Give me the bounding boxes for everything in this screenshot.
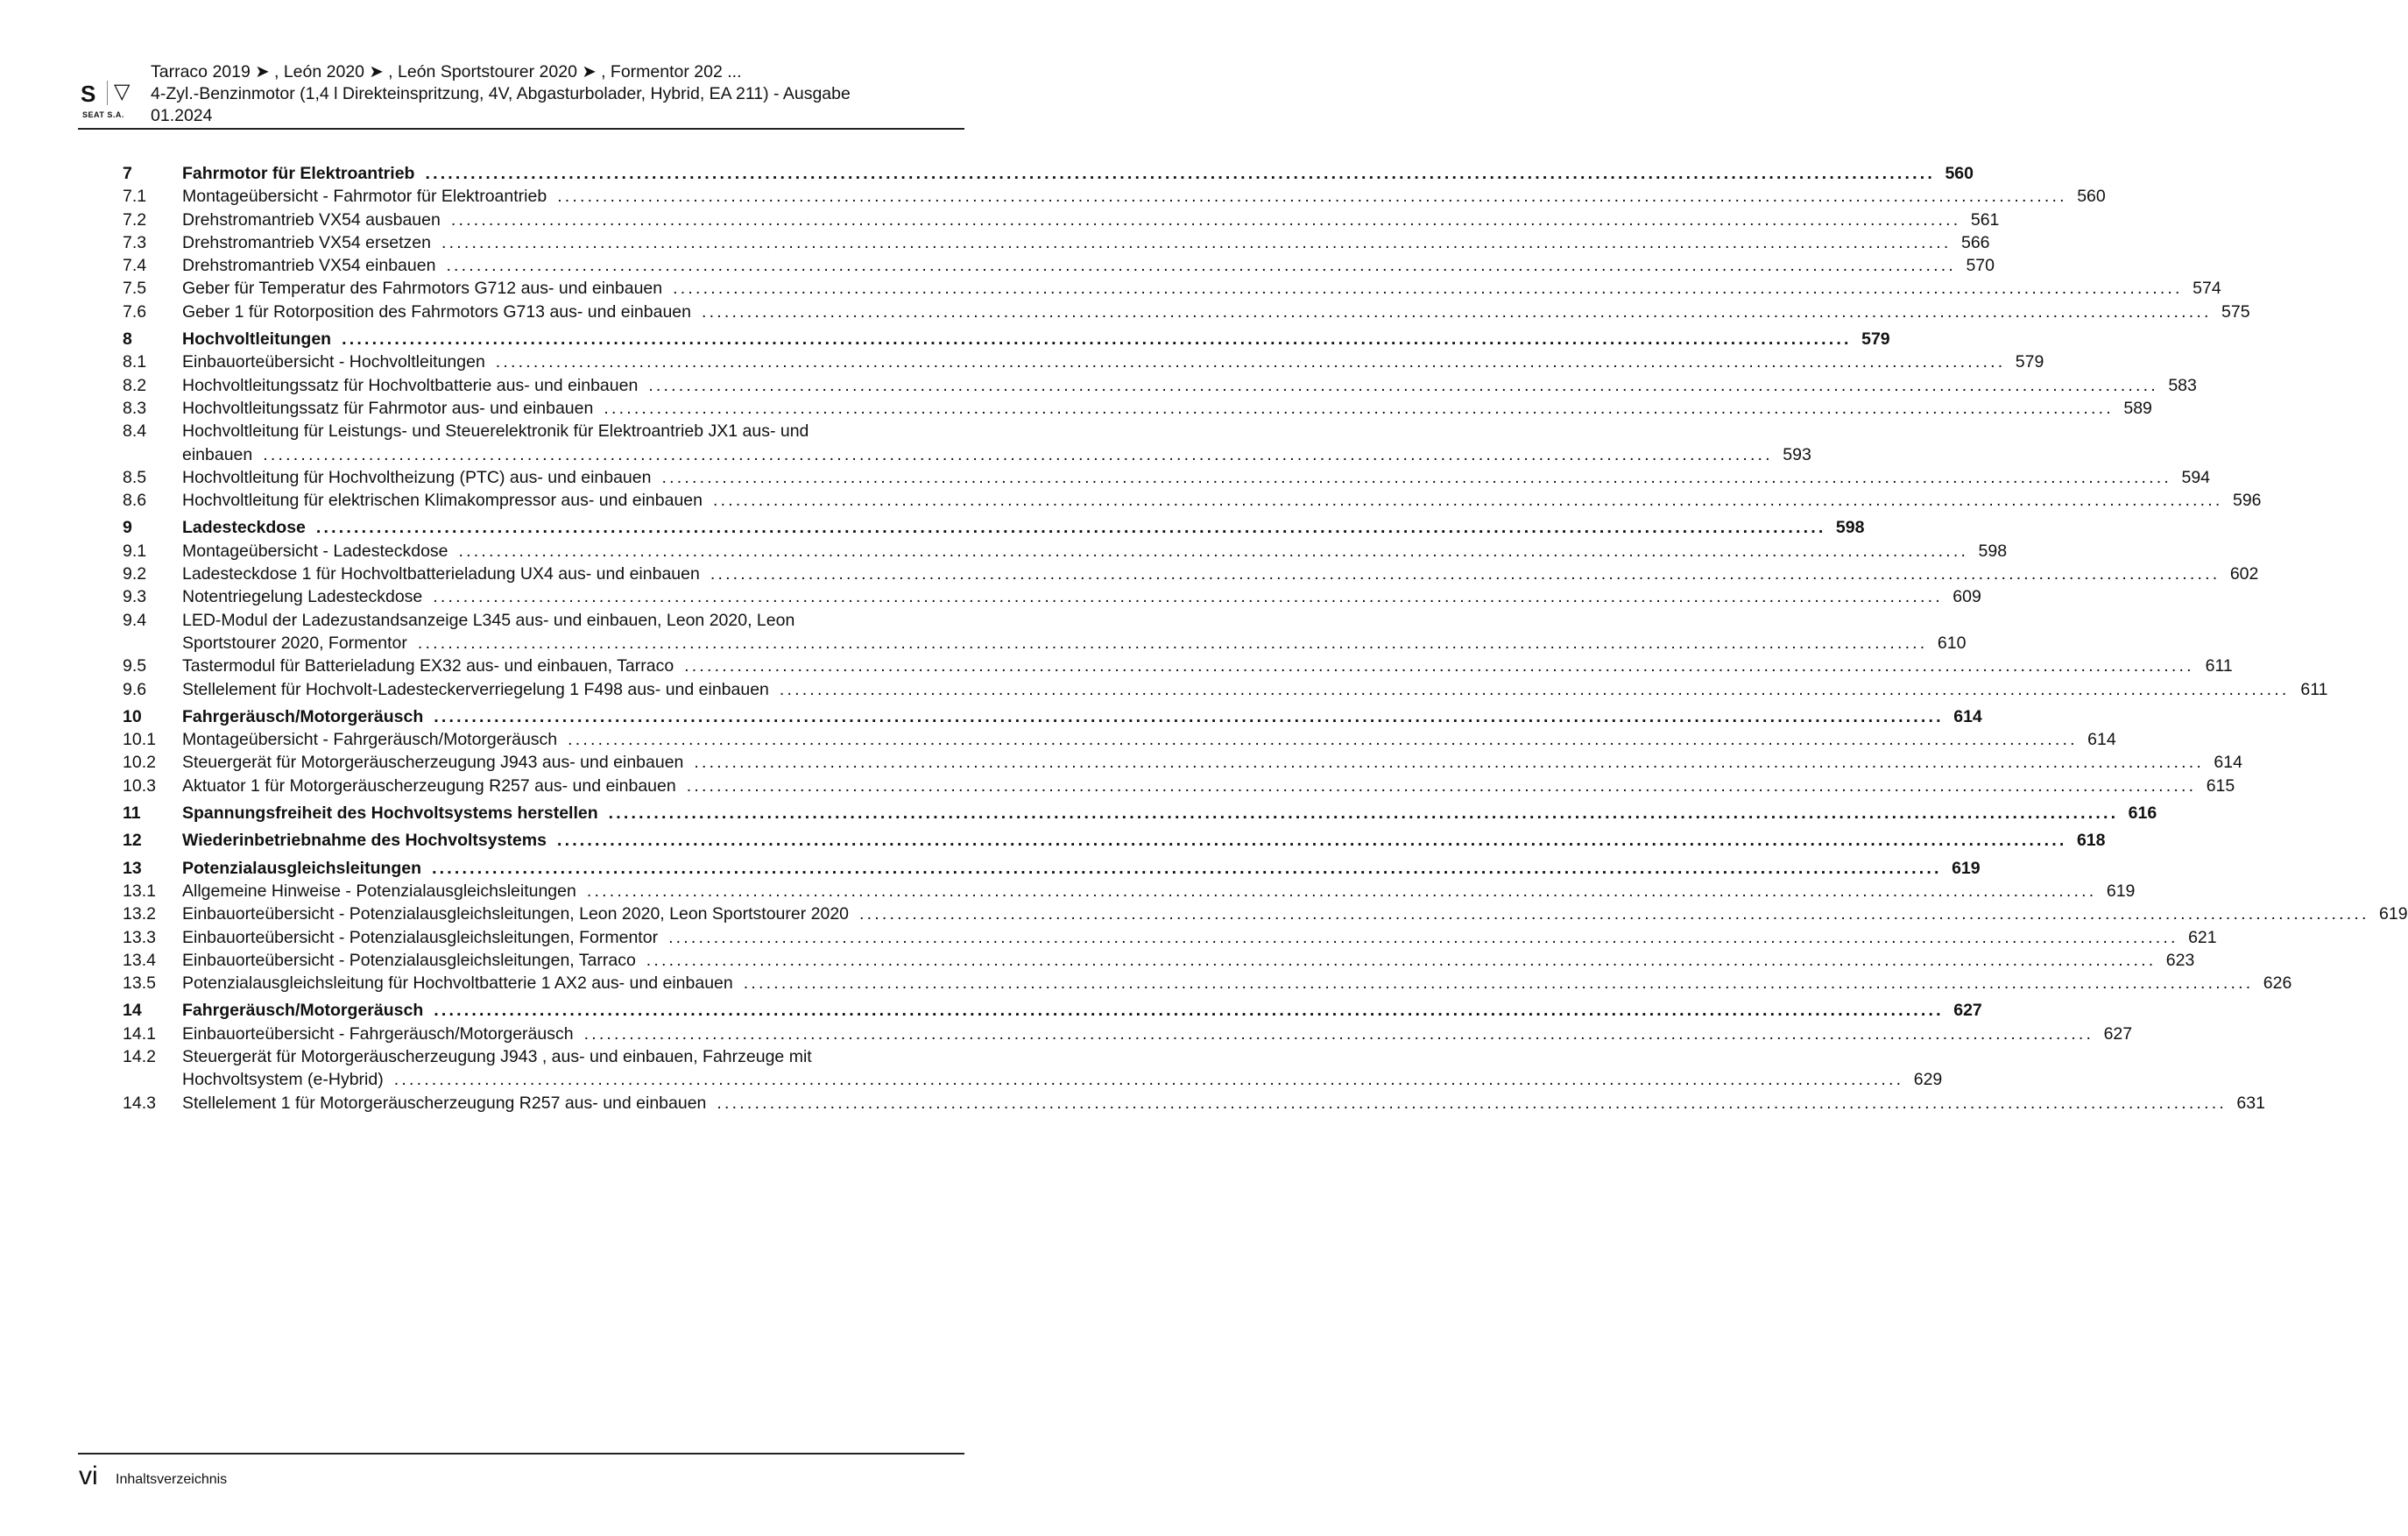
toc-entry-number: 13 [123, 858, 142, 878]
toc-entry-title: Spannungsfreiheit des Hochvoltsystems herstellen [182, 803, 598, 824]
toc-entry-page: 561 [1970, 209, 2000, 230]
toc-entry-number: 7.5 [123, 279, 147, 299]
toc-entry-page: 627 [2103, 1023, 2133, 1044]
dot-leader: ........................................................................................................................................................................................................ [556, 831, 2067, 851]
toc-entry-title: Stellelement 1 für Motorgeräuscherzeugung R257 aus- und einbauen [182, 1093, 707, 1113]
toc-entry-title: Fahrgeräusch/Motorgeräusch [182, 706, 424, 726]
toc-entry-page: 616 [2128, 803, 2157, 824]
toc-entry-number: 13.3 [123, 927, 156, 947]
header-edition: 01.2024 [151, 106, 213, 125]
toc-entry-title: Montageübersicht - Ladesteckdose [182, 541, 448, 561]
toc-entry-page: 610 [1937, 633, 1967, 653]
toc-entry[interactable] [123, 254, 1995, 277]
toc-entry-number: 9 [123, 518, 132, 538]
toc-entry-number: 9.1 [123, 541, 147, 561]
toc-entry-number: 9.5 [123, 656, 147, 676]
toc-chapter-entry[interactable] [123, 857, 1981, 880]
toc-entry-number: 9.2 [123, 564, 147, 584]
toc-entry-number: 8.4 [123, 421, 147, 442]
toc-entry[interactable] [123, 397, 2152, 420]
toc-entry-page: 614 [2214, 753, 2242, 773]
toc-entry-number: 7 [123, 164, 132, 183]
dot-leader: ........................................................................................................................................................................................................ [433, 587, 1943, 607]
toc-entry-number: 7.1 [123, 187, 147, 207]
toc-entry-number: 8.2 [123, 375, 147, 395]
dot-leader: ........................................................................................................................................................................................................ [557, 187, 2067, 207]
toc-entry-number: 7.2 [123, 209, 147, 230]
toc-entry[interactable] [123, 728, 2116, 751]
cupra-logo-icon: ▽ [114, 80, 131, 103]
toc-chapter-entry[interactable] [123, 516, 1865, 539]
toc-entry[interactable] [123, 350, 2044, 373]
document-header [151, 61, 851, 127]
toc-entry-number: 7.4 [123, 256, 147, 276]
toc-entry-number: 8.1 [123, 352, 147, 372]
dot-leader: ........................................................................................................................................................................................................ [315, 518, 1826, 538]
toc-entry-number: 8.6 [123, 491, 147, 511]
dot-leader: ........................................................................................................................................................................................................ [446, 256, 1956, 276]
dot-leader: ........................................................................................................................................................................................................ [434, 706, 1944, 726]
toc-entry[interactable] [123, 949, 2195, 972]
toc-entry-title: Hochvoltleitung für Hochvoltheizung (PTC) aus- und einbauen [182, 467, 652, 487]
toc-entry-page: 560 [1945, 164, 1974, 183]
toc-entry-page: 615 [2206, 775, 2235, 796]
toc-entry-number: 9.4 [123, 610, 147, 630]
toc-entry-page: 589 [2123, 398, 2152, 418]
dot-leader: ........................................................................................................................................................................................................ [743, 973, 2254, 994]
toc-entry-number: 14.2 [123, 1046, 156, 1066]
toc-entry-number: 11 [123, 803, 141, 824]
dot-leader: ........................................................................................................................................................................................................ [458, 541, 1969, 561]
toc-entry-number: 7.6 [123, 301, 147, 322]
toc-entry-title: Notentriegelung Ladesteckdose [182, 587, 423, 607]
toc-entry-title: Ladesteckdose [182, 518, 306, 538]
seat-logo-icon: S [81, 81, 96, 107]
header-rule [78, 128, 964, 130]
toc-entry-page: 631 [2236, 1093, 2265, 1113]
toc-entry-title: Geber 1 für Rotorposition des Fahrmotors G713 aus- und einbauen [182, 301, 692, 322]
toc-entry[interactable] [123, 209, 2000, 231]
dot-leader: ........................................................................................................................................................................................................ [568, 730, 2078, 750]
toc-entry-number: 12 [123, 831, 142, 851]
toc-entry-title: Hochvoltleitungen [182, 329, 332, 350]
toc-entry-page: 566 [1960, 232, 1990, 252]
footer-section-title: Inhaltsverzeichnis [116, 1472, 228, 1487]
toc-entry-page: 611 [2205, 656, 2233, 676]
toc-entry[interactable] [123, 374, 2197, 397]
seat-cupra-logo [81, 77, 142, 121]
toc-entry-number: 10.3 [123, 775, 156, 796]
toc-entry-title: Wiederinbetriebnahme des Hochvoltsystems [182, 831, 547, 851]
toc-entry-title: Geber für Temperatur des Fahrmotors G712 aus- und einbauen [182, 279, 663, 299]
dot-leader: ........................................................................................................................................................................................................ [495, 352, 2006, 372]
toc-entry-page: 560 [2077, 187, 2106, 207]
toc-entry-page: 623 [2165, 950, 2195, 970]
toc-chapter-entry[interactable] [123, 328, 1890, 350]
toc-entry-title: Fahrgeräusch/Motorgeräusch [182, 1001, 424, 1021]
toc-entry-title: einbauen [182, 444, 253, 464]
toc-entry-number: 13.1 [123, 881, 156, 901]
dot-leader: ........................................................................................................................................................................................................ [604, 398, 2114, 418]
dot-leader: ........................................................................................................................................................................................................ [425, 164, 1935, 183]
dot-leader: ........................................................................................................................................................................................................ [702, 301, 2212, 322]
toc-entry[interactable] [123, 420, 1811, 466]
toc-entry-page: 598 [1835, 518, 1865, 538]
toc-entry-title: Hochvoltleitungssatz für Hochvoltbatterie aus- und einbauen [182, 375, 639, 395]
dot-leader: ........................................................................................................................................................................................................ [673, 279, 2183, 299]
toc-chapter-entry[interactable] [123, 705, 1982, 728]
toc-chapter-entry[interactable] [123, 829, 2106, 852]
dot-leader: ........................................................................................................................................................................................................ [646, 950, 2157, 970]
toc-entry-title: Montageübersicht - Fahrgeräusch/Motorgeräusch [182, 730, 558, 750]
toc-entry-title: Hochvoltleitungssatz für Fahrmotor aus- und einbauen [182, 398, 594, 418]
toc-entry-number: 8 [123, 329, 132, 350]
dot-leader: ........................................................................................................................................................................................................ [417, 633, 1928, 653]
toc-entry-page: 602 [2229, 564, 2259, 584]
toc-entry-title: Aktuator 1 für Motorgeräuscherzeugung R257 aus- und einbauen [182, 775, 676, 796]
toc-entry-page: 627 [1953, 1001, 1982, 1021]
toc-entry-page: 598 [1978, 541, 2008, 561]
toc-entry-number: 9.3 [123, 587, 147, 607]
toc-entry-number: 8.3 [123, 398, 147, 418]
toc-entry-title: Drehstromantrieb VX54 ersetzen [182, 232, 431, 252]
toc-entry[interactable] [123, 301, 2250, 323]
toc-entry-title: Steuergerät für Motorgeräuscherzeugung J943 , aus- und einbauen, Fahrzeuge mit [182, 1046, 812, 1066]
toc-entry-page: 618 [2076, 831, 2106, 851]
dot-leader: ........................................................................................................................................................................................................ [661, 467, 2172, 487]
toc-entry-page: 579 [1861, 329, 1890, 350]
toc-entry-page: 614 [2087, 730, 2116, 750]
toc-entry[interactable] [123, 185, 2106, 208]
toc-entry-number: 10 [123, 706, 142, 726]
toc-chapter-entry[interactable] [123, 802, 2157, 825]
toc-entry-page: 611 [2300, 679, 2328, 699]
toc-entry[interactable] [123, 775, 2235, 797]
dot-leader: ........................................................................................................................................................................................................ [694, 753, 2204, 773]
dot-leader: ........................................................................................................................................................................................................ [712, 491, 2223, 511]
dot-leader: ........................................................................................................................................................................................................ [450, 209, 1961, 230]
dot-leader: ........................................................................................................................................................................................................ [608, 803, 2119, 824]
toc-entry-title: Tastermodul für Batterieladung EX32 aus- und einbauen, Tarraco [182, 656, 674, 676]
header-models: Tarraco 2019 ➤ , León 2020 ➤ , León Sportstourer 2020 ➤ , Formentor 202 ... [151, 62, 742, 81]
toc-entry-page: 575 [2221, 301, 2250, 322]
toc-entry-title: Einbauorteübersicht - Potenzialausgleichsleitungen, Tarraco [182, 950, 636, 970]
header-engine: 4-Zyl.-Benzinmotor (1,4 l Direkteinspritzung, 4V, Abgasturbolader, Hybrid, EA 211) - Ausgabe [151, 84, 851, 103]
toc-entry-page: 619 [1952, 858, 1981, 878]
toc-entry-title: Drehstromantrieb VX54 ausbauen [182, 209, 441, 230]
toc-entry-title: Ladesteckdose 1 für Hochvoltbatterieladung UX4 aus- und einbauen [182, 564, 700, 584]
toc-entry-number: 9.6 [123, 679, 147, 699]
toc-entry-title: LED-Modul der Ladezustandsanzeige L345 aus- und einbauen, Leon 2020, Leon [182, 610, 795, 630]
toc-chapter-entry[interactable] [123, 162, 1974, 185]
toc-entry-page: 574 [2193, 279, 2221, 299]
dot-leader: ........................................................................................................................................................................................................ [859, 904, 2369, 924]
toc-entry[interactable] [123, 1023, 2133, 1045]
toc-entry-page: 619 [2379, 904, 2408, 924]
toc-entry-title: Drehstromantrieb VX54 einbauen [182, 256, 436, 276]
toc-entry-title: Hochvoltleitung für Leistungs- und Steuerelektronik für Elektroantrieb JX1 aus- und [182, 421, 809, 442]
dot-leader: ........................................................................................................................................................................................................ [432, 858, 1942, 878]
toc-entry[interactable] [123, 231, 1990, 254]
toc-entry[interactable] [123, 678, 2328, 701]
toc-entry-number: 13.2 [123, 904, 156, 924]
toc-entry[interactable] [123, 540, 2008, 563]
toc-entry-title: Fahrmotor für Elektroantrieb [182, 164, 415, 183]
toc-entry-page: 583 [2168, 375, 2197, 395]
toc-entry-title: Einbauorteübersicht - Potenzialausgleichsleitungen, Formentor [182, 927, 659, 947]
toc-entry[interactable] [123, 972, 2292, 995]
toc-entry-page: 621 [2188, 927, 2217, 947]
toc-entry[interactable] [123, 880, 2136, 902]
toc-entry-page: 596 [2232, 491, 2262, 511]
dot-leader: ........................................................................................................................................................................................................ [668, 927, 2178, 947]
toc-entry-page: 619 [2106, 881, 2136, 901]
toc-entry-number: 14.1 [123, 1023, 156, 1044]
toc-entry[interactable] [123, 585, 1981, 608]
toc-entry[interactable] [123, 489, 2262, 512]
footer-rule [78, 1453, 964, 1455]
toc-entry-title: Sportstourer 2020, Formentor [182, 633, 407, 653]
toc-entry-page: 626 [2263, 973, 2292, 994]
logo-divider [107, 81, 108, 105]
toc-entry[interactable] [123, 655, 2233, 677]
toc-entry[interactable] [123, 563, 2259, 585]
toc-entry-number: 13.4 [123, 950, 156, 970]
dot-leader: ........................................................................................................................................................................................................ [342, 329, 1852, 350]
toc-entry[interactable] [123, 1045, 1943, 1092]
toc-entry-page: 579 [2015, 352, 2044, 372]
toc-entry-title: Einbauorteübersicht - Hochvoltleitungen [182, 352, 485, 372]
toc-entry-title: Allgemeine Hinweise - Potenzialausgleichsleitungen [182, 881, 576, 901]
toc-entry-number: 14 [123, 1001, 142, 1021]
toc-entry-page: 570 [1966, 256, 1995, 276]
toc-entry-page: 629 [1913, 1070, 1943, 1090]
dot-leader: ........................................................................................................................................................................................................ [583, 1023, 2094, 1044]
dot-leader: ........................................................................................................................................................................................................ [779, 679, 2290, 699]
toc-entry-number: 8.5 [123, 467, 147, 487]
toc-entry-page: 609 [1953, 587, 1981, 607]
toc-entry-page: 594 [2181, 467, 2211, 487]
toc-entry-title: Einbauorteübersicht - Potenzialausgleichsleitungen, Leon 2020, Leon Sportstourer 2020 [182, 904, 850, 924]
toc-entry-page: 593 [1783, 444, 1811, 464]
toc-entry-title: Stellelement für Hochvolt-Ladesteckerverriegelung 1 F498 aus- und einbauen [182, 679, 769, 699]
dot-leader: ........................................................................................................................................................................................................ [263, 444, 1773, 464]
dot-leader: ........................................................................................................................................................................................................ [441, 232, 1952, 252]
toc-entry-number: 10.2 [123, 753, 156, 773]
toc-entry-title: Hochvoltsystem (e-Hybrid) [182, 1070, 384, 1090]
toc-entry[interactable] [123, 609, 1967, 655]
toc-entry-title: Hochvoltleitung für elektrischen Klimakompressor aus- und einbauen [182, 491, 703, 511]
dot-leader: ........................................................................................................................................................................................................ [586, 881, 2097, 901]
toc-entry-title: Montageübersicht - Fahrmotor für Elektroantrieb [182, 187, 547, 207]
toc-entry-number: 13.5 [123, 973, 156, 994]
logo-text: SEAT S.A. [82, 110, 124, 119]
dot-leader: ........................................................................................................................................................................................................ [648, 375, 2158, 395]
toc-entry-title: Potenzialausgleichsleitungen [182, 858, 422, 878]
table-of-contents [123, 158, 2408, 1115]
toc-entry-title: Steuergerät für Motorgeräuscherzeugung J943 aus- und einbauen [182, 753, 684, 773]
toc-entry-title: Potenzialausgleichsleitung für Hochvoltbatterie 1 AX2 aus- und einbauen [182, 973, 733, 994]
toc-entry[interactable] [123, 751, 2242, 774]
toc-entry-title: Einbauorteübersicht - Fahrgeräusch/Motorgeräusch [182, 1023, 574, 1044]
page-number: vi [79, 1462, 98, 1490]
dot-leader: ........................................................................................................................................................................................................ [684, 656, 2194, 676]
dot-leader: ........................................................................................................................................................................................................ [717, 1093, 2227, 1113]
toc-entry[interactable] [123, 926, 2217, 949]
toc-chapter-entry[interactable] [123, 999, 1982, 1022]
toc-entry-number: 7.3 [123, 232, 147, 252]
toc-entry-number: 14.3 [123, 1093, 156, 1113]
toc-entry-page: 614 [1953, 706, 1982, 726]
toc-entry[interactable] [123, 466, 2211, 489]
toc-entry-number: 10.1 [123, 730, 156, 750]
toc-entry[interactable] [123, 1092, 2265, 1115]
toc-entry[interactable] [123, 902, 2408, 925]
dot-leader: ........................................................................................................................................................................................................ [434, 1001, 1944, 1021]
dot-leader: ........................................................................................................................................................................................................ [393, 1070, 1904, 1090]
toc-entry[interactable] [123, 277, 2221, 300]
dot-leader: ........................................................................................................................................................................................................ [710, 564, 2221, 584]
dot-leader: ........................................................................................................................................................................................................ [686, 775, 2197, 796]
